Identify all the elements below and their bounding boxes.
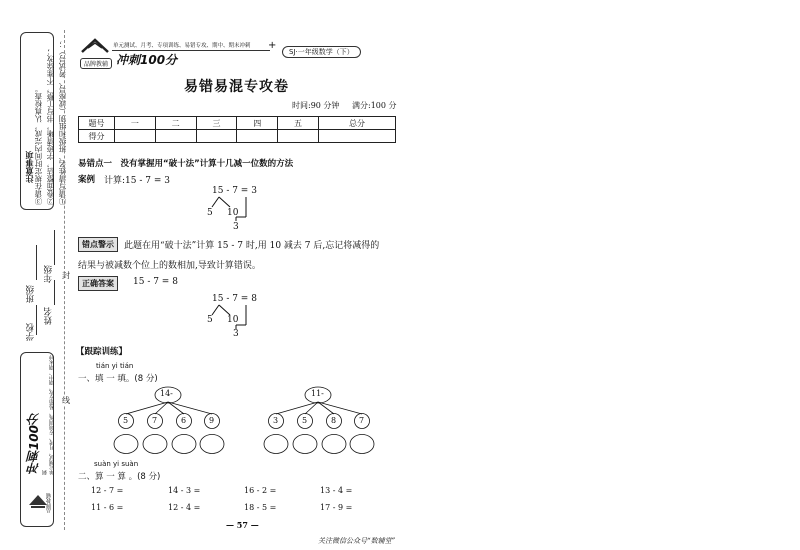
school-label: 学校 [26,323,36,341]
page-title: 易错易混专攻卷 [184,79,289,95]
diagram1-eq: 15 - 7 = 3 [212,186,257,196]
tree1-leaf: 6 [181,416,187,425]
score-table-row [79,130,396,143]
tree2-root: 11- [311,389,324,398]
score-cell: 三 [196,117,237,130]
warn-text-2: 结果与被减数个位上的数相加,导致计算错误。 [78,261,261,271]
side-brand-small: 单元测试、月考、专项训练、易错专攻、期中、期末冲刺 [42,355,55,475]
score-cell: 二 [155,117,196,130]
tree1-leaf: 9 [209,416,215,425]
calc-item[interactable]: 12 - 4 = [168,503,201,512]
score-info: 满分:100 分 [352,101,397,110]
side-fields [22,225,56,345]
calc-item[interactable]: 14 - 3 = [168,486,201,495]
side-notice-line-2: ②卷面整洁，字迹清晰，书写工整，不准涂改； [46,47,55,205]
tree2-leaf: 3 [273,416,279,425]
score-cell: 一 [115,117,156,130]
page-number: — 57 — [226,520,259,530]
score-cell: 总分 [318,117,395,130]
class-label: 班级 [26,285,36,303]
time-info: 时间:90 分钟 [292,101,340,110]
tree2-leaf: 7 [359,416,365,425]
calc-item[interactable]: 17 - 9 = [320,503,353,512]
score-input-cell[interactable] [318,130,395,143]
practice-title: 【跟踪训练】 [76,347,128,357]
diagram2-c: 3 [233,329,239,339]
school-line [36,305,37,335]
side-brand-box [20,352,54,527]
score-input-cell[interactable] [237,130,278,143]
side-notice-lines [33,39,68,205]
diagram1-a: 5 [207,208,213,218]
calc-item[interactable]: 11 - 6 = [91,503,124,512]
line-label: 线 [62,396,70,405]
name-line [54,280,55,305]
diagram2-b: 10 [227,315,239,325]
name-label: 姓名 [44,307,54,325]
case-text: 计算:15 - 7 = 3 [104,176,170,186]
q1-pinyin: tián yi tián [96,362,134,370]
tree2-leaf: 5 [302,416,308,425]
score-cell: 四 [237,117,278,130]
side-notice-line-1: ①请写清姓名、班级和组别（或座号、考试号）； [58,40,67,205]
side-brand: 冲刺100分 [27,413,41,475]
score-cell: 得分 [79,130,115,143]
side-notice-box [20,32,67,210]
score-input-cell[interactable] [155,130,196,143]
score-cell: 五 [278,117,319,130]
header-logo-text: 品牌教辅 [80,58,112,69]
header-tagline: 单元测试、月考、专项训练、易错专攻、期中、期末冲刺 [113,43,251,49]
grade-line [54,230,55,265]
answer-text: 15 - 7 = 8 [133,277,178,287]
score-input-cell[interactable] [196,130,237,143]
point1-heading: 易错点一 没有掌握用“破十法”计算十几减一位数的方法 [78,159,294,169]
warn-text-1: 此题在用“破十法”计算 15 - 7 时,用 10 减去 7 后,忘记将减得的 [124,241,380,251]
calc-item[interactable]: 16 - 2 = [244,486,277,495]
calc-item[interactable]: 13 - 4 = [320,486,353,495]
score-input-cell[interactable] [278,130,319,143]
score-input-cell[interactable] [115,130,156,143]
answer-label: 正确答案 [78,276,118,291]
header-plus-icon: + [268,40,277,51]
calc-item[interactable]: 12 - 7 = [91,486,124,495]
calc-item[interactable]: 18 - 5 = [244,503,277,512]
diagram2-eq: 15 - 7 = 8 [212,294,257,304]
q1-title: 一、填 一 填。(8 分) [78,374,158,384]
side-logo-text: 品牌教辅 [46,493,52,513]
class-line [36,245,37,280]
score-table-row [79,117,396,130]
header-rule [112,50,270,51]
tree1-leaf: 5 [123,416,129,425]
score-table [78,116,396,143]
side-notice-title: 注意事项 [25,151,34,183]
q2-pinyin: suàn yi suàn [94,460,139,468]
side-notice-line-3: ③请在规定时间内完成，认真检查。 [34,85,43,205]
case-label: 案例 [78,175,96,185]
tree1-root: 14- [160,389,173,398]
grade-label: 年级 [44,265,54,283]
diagram2-a: 5 [207,315,213,325]
seal-label: 封 [62,271,70,280]
warn-label: 错点警示 [78,237,118,252]
header-badge: SJ·一年级数学（下） [282,46,361,58]
footer-note: 关注微信公众号“数辅堂” [318,537,396,545]
header-brand: 冲刺100分 [116,53,178,67]
score-cell: 题号 [79,117,115,130]
diagram1-b: 10 [227,208,239,218]
q2-title: 二、算 一 算 。(8 分) [78,472,161,482]
header-logo-icon [80,36,110,56]
tree2-leaf: 8 [331,416,337,425]
tree1-leaf: 7 [152,416,158,425]
diagram1-c: 3 [233,222,239,232]
